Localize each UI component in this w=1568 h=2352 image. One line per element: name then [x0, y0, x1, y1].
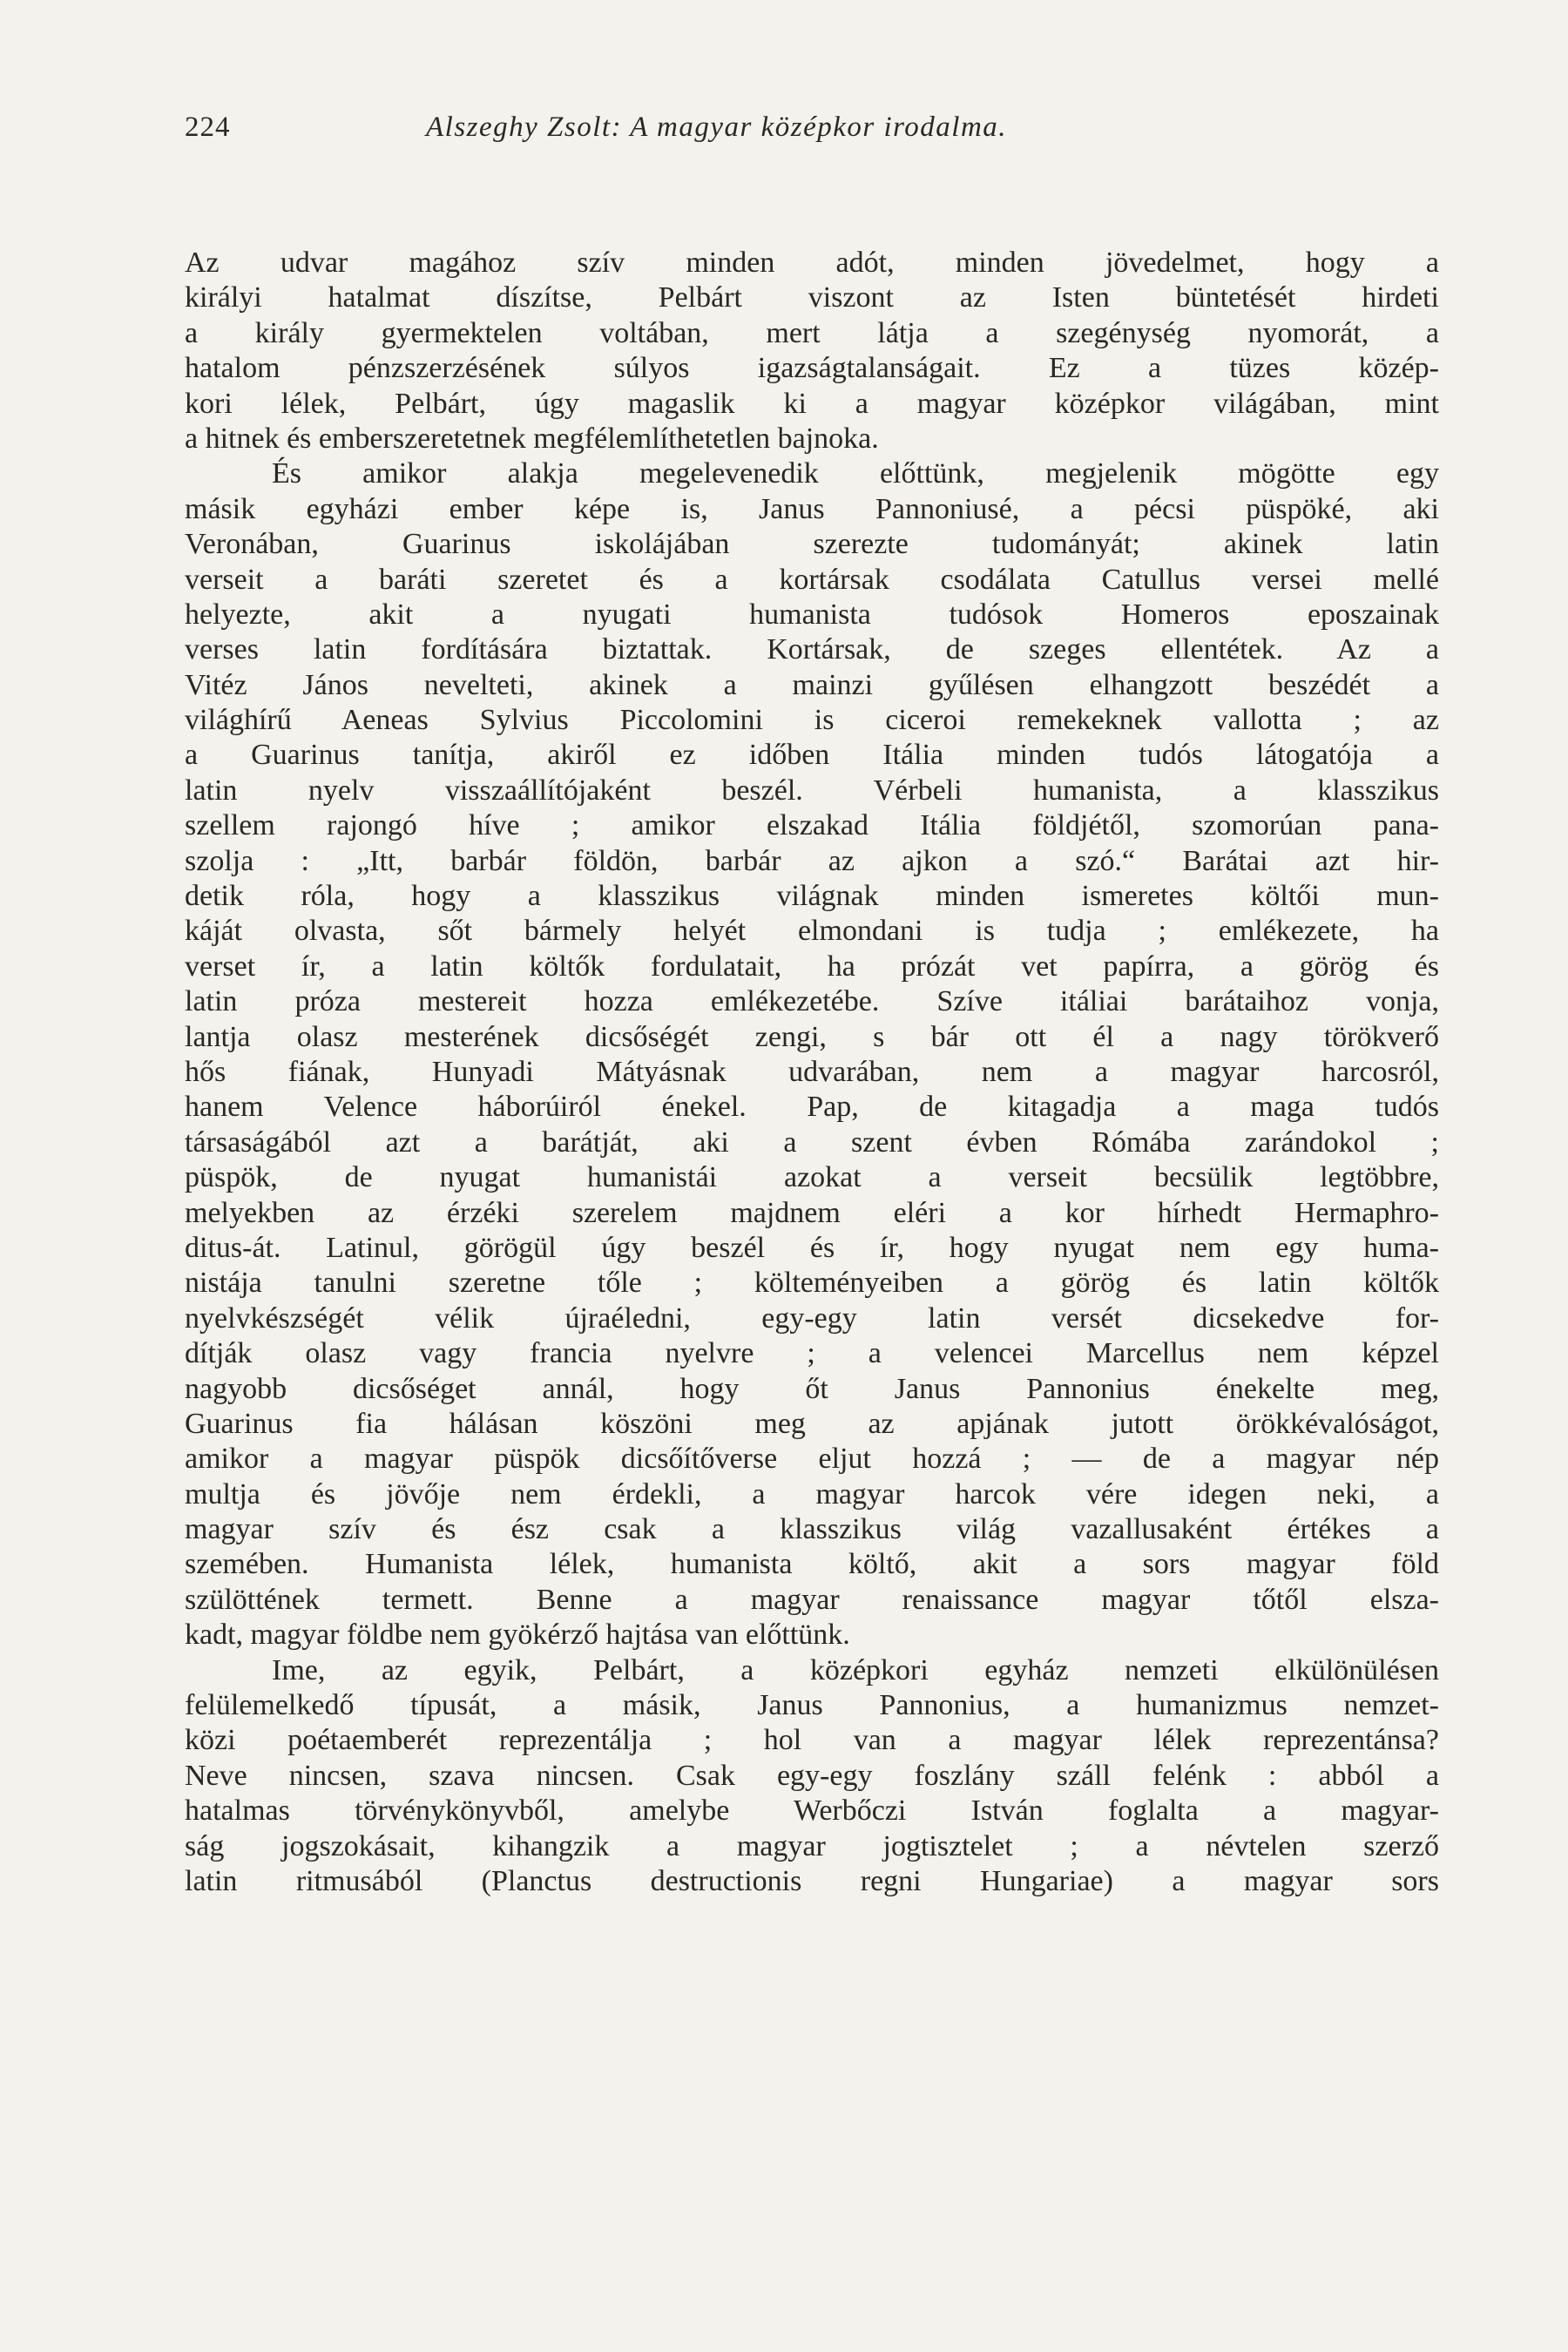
text-line: hanem Velence háborúiról énekel. Pap, de kitagadja a maga tudós — [185, 1091, 1439, 1124]
text-line: társaságából azt a barátját, aki a szent évben Rómába zarándokol ; — [185, 1125, 1439, 1159]
text-line: hatalom pénzszerzésének súlyos igazságtalanságait. Ez a tüzes közép- — [185, 352, 1439, 385]
text-line: szellem rajongó híve ; amikor elszakad Itália földjétől, szomorúan pana- — [185, 809, 1439, 842]
text-line: Veronában, Guarinus iskolájában szerezte tudományát; akinek latin — [185, 528, 1439, 561]
text-line: Neve nincsen, szava nincsen. Csak egy-egy foszlány száll felénk : abból a — [185, 1759, 1439, 1792]
page-number: 224 — [185, 112, 231, 143]
text-line: ditus-át. Latinul, görögül úgy beszél és ír, hogy nyugat nem egy huma- — [185, 1231, 1439, 1264]
text-line: hős fiának, Hunyadi Mátyásnak udvarában, nem a magyar harcosról, — [185, 1055, 1439, 1088]
text-line: a Guarinus tanítja, akiről ez időben Itália minden tudós látogatója a — [185, 739, 1439, 772]
text-line: lantja olasz mesterének dicsőségét zengi, s bár ott él a nagy törökverő — [185, 1020, 1439, 1053]
text-line: latin nyelv visszaállítójaként beszél. Vérbeli humanista, a klasszikus — [185, 774, 1439, 807]
text-line: dítják olasz vagy francia nyelvre ; a velencei Marcellus nem képzel — [185, 1337, 1439, 1370]
text-line: latin ritmusából (Planctus destructionis regni Hungariae) a magyar sors — [185, 1864, 1439, 1897]
body-text — [185, 246, 1439, 1899]
text-line: Ime, az egyik, Pelbárt, a középkori egyház nemzeti elkülönülésen — [272, 1653, 1439, 1686]
text-line: verses latin fordítására biztattak. Kortársak, de szeges ellentétek. Az a — [185, 633, 1439, 666]
text-line: szülöttének termett. Benne a magyar renaissance magyar tőtől elsza- — [185, 1583, 1439, 1616]
text-line: kadt, magyar földbe nem gyökérző hajtása van előttünk. — [185, 1619, 850, 1652]
text-line: amikor a magyar püspök dicsőítőverse eljut hozzá ; — de a magyar nép — [185, 1443, 1439, 1476]
text-line: közi poétaemberét reprezentálja ; hol van a magyar lélek reprezentánsa? — [185, 1724, 1439, 1757]
text-line: püspök, de nyugat humanistái azokat a verseit becsülik legtöbbre, — [185, 1161, 1439, 1194]
text-line: magyar szív és ész csak a klasszikus világ vazallusaként értékes a — [185, 1513, 1439, 1546]
text-line: verset ír, a latin költők fordulatait, ha prózát vet papírra, a görög és — [185, 950, 1439, 983]
text-line: ság jogszokásait, kihangzik a magyar jogtisztelet ; a névtelen szerző — [185, 1829, 1439, 1862]
text-line: másik egyházi ember képe is, Janus Pannoniusé, a pécsi püspöké, aki — [185, 492, 1439, 525]
text-line: világhírű Aeneas Sylvius Piccolomini is ciceroi remekeknek vallotta ; az — [185, 704, 1439, 737]
text-line: nistája tanulni szeretne tőle ; költeményeiben a görög és latin költők — [185, 1267, 1439, 1300]
text-line: Vitéz János nevelteti, akinek a mainzi gyűlésen elhangzott beszédét a — [185, 668, 1439, 701]
text-line: Az udvar magához szív minden adót, minden jövedelmet, hogy a — [185, 247, 1439, 279]
text-line: latin próza mestereit hozza emlékezetébe. Szíve itáliai barátaihoz vonja, — [185, 985, 1439, 1018]
text-line: verseit a baráti szeretet és a kortársak csodálata Catullus versei mellé — [185, 563, 1439, 596]
text-line: helyezte, akit a nyugati humanista tudósok Homeros eposzainak — [185, 598, 1439, 631]
text-line: szolja : „Itt, barbár földön, barbár az ajkon a szó.“ Barátai azt hir- — [185, 844, 1439, 877]
text-line: És amikor alakja megelevenedik előttünk, megjelenik mögötte egy — [272, 457, 1439, 490]
text-line: detik róla, hogy a klasszikus világnak minden ismeretes költői mun- — [185, 880, 1439, 913]
text-line: szemében. Humanista lélek, humanista költő, akit a sors magyar föld — [185, 1548, 1439, 1581]
text-line: felülemelkedő típusát, a másik, Janus Pannonius, a humanizmus nemzet- — [185, 1689, 1439, 1722]
text-line: a király gyermektelen voltában, mert látja a szegénység nyomorát, a — [185, 316, 1439, 349]
text-line: hatalmas törvénykönyvből, amelybe Werbőczi István foglalta a magyar- — [185, 1794, 1439, 1828]
text-line: Guarinus fia hálásan köszöni meg az apjának jutott örökkévalóságot, — [185, 1407, 1439, 1440]
text-line: melyekben az érzéki szerelem majdnem eléri a kor hírhedt Hermaphro- — [185, 1196, 1439, 1229]
running-head: Alszeghy Zsolt: A magyar középkor irodalma. — [426, 112, 1008, 143]
text-line: kori lélek, Pelbárt, úgy magaslik ki a magyar középkor világában, mint — [185, 387, 1439, 420]
text-line: multja és jövője nem érdekli, a magyar harcok vére idegen neki, a — [185, 1477, 1439, 1511]
page-header — [185, 112, 1448, 155]
text-line: királyi hatalmat díszítse, Pelbárt viszont az Isten büntetését hirdeti — [185, 281, 1439, 314]
text-line: káját olvasta, sőt bármely helyét elmondani is tudja ; emlékezete, ha — [185, 915, 1439, 948]
text-line: nyelvkészségét vélik újraéledni, egy-egy latin versét dicsekedve for- — [185, 1301, 1439, 1335]
text-line: a hitnek és emberszeretetnek megfélemlíthetetlen bajnoka. — [185, 422, 879, 455]
text-line: nagyobb dicsőséget annál, hogy őt Janus Pannonius énekelte meg, — [185, 1372, 1439, 1405]
